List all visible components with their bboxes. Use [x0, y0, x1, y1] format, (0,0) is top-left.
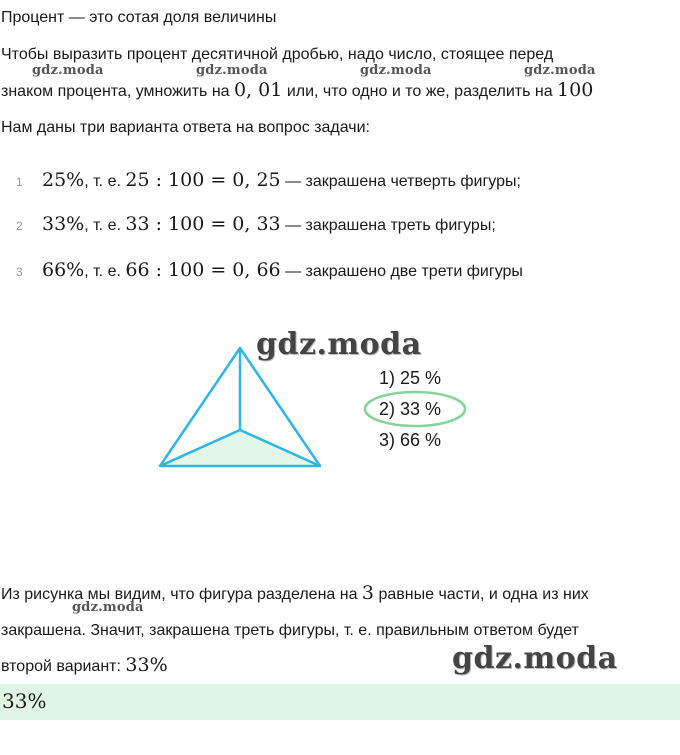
- selection-circle: [363, 390, 467, 428]
- rule-text: знаком процента, умножить на: [1, 83, 235, 100]
- list-item: [16, 170, 521, 192]
- option-description: — закрашено две трети фигуры: [280, 263, 523, 280]
- option-expression: 66 : 100 = 0, 66: [125, 259, 281, 281]
- option-percent: 33%: [42, 213, 85, 235]
- conclusion-line-3: [1, 655, 168, 677]
- rule-line-2: [1, 80, 593, 102]
- option-te: , т. е.: [84, 263, 126, 280]
- conclusion-text: второй вариант:: [1, 658, 126, 675]
- figure-choice-1: 1) 25 %: [379, 368, 442, 388]
- answer-box: [0, 684, 680, 720]
- watermark: gdz.moda: [524, 63, 596, 78]
- math-33-percent: 33%: [125, 654, 168, 676]
- intro-text: Нам даны три варианта ответа на вопрос задачи:: [1, 119, 370, 136]
- list-number: 3: [16, 265, 23, 279]
- rule-text: или, что одно и то же, разделить на: [282, 83, 558, 100]
- figure-choice-2: 2) 33 %: [379, 399, 442, 419]
- figure-choice-3: 3) 66 %: [379, 430, 442, 450]
- conclusion-text: Из рисунка мы видим, что фигура разделена на: [1, 586, 362, 603]
- watermark: gdz.moda: [32, 63, 104, 78]
- section-heading: Процент — это сотая доля величины: [1, 9, 277, 26]
- option-te: , т. е.: [84, 217, 126, 234]
- list-item: [16, 260, 523, 282]
- shaded-region: [160, 430, 320, 466]
- watermark: gdz.moda: [72, 600, 144, 615]
- option-description: — закрашена треть фигуры;: [280, 217, 496, 234]
- answer-value: 33%: [2, 689, 47, 713]
- math-100: 100: [557, 79, 594, 101]
- option-expression: 25 : 100 = 0, 25: [125, 169, 281, 191]
- option-te: , т. е.: [84, 173, 126, 190]
- option-percent: 66%: [42, 259, 85, 281]
- option-description: — закрашена четверть фигуры;: [280, 173, 521, 190]
- math-0-01: 0, 01: [234, 79, 283, 101]
- list-item: [16, 214, 496, 236]
- conclusion-text: равные части, и одна из них: [374, 586, 589, 603]
- option-percent: 25%: [42, 169, 85, 191]
- list-number: 1: [16, 175, 23, 189]
- watermark-large: gdz.moda: [256, 327, 422, 362]
- math-3: 3: [361, 582, 375, 604]
- watermark-large: gdz.moda: [452, 641, 618, 676]
- watermark: gdz.moda: [196, 63, 268, 78]
- watermark: gdz.moda: [360, 63, 432, 78]
- option-expression: 33 : 100 = 0, 33: [125, 213, 281, 235]
- rule-line-1: Чтобы выразить процент десятичной дробью, надо число, стоящее перед: [1, 46, 554, 63]
- conclusion-line-2: закрашена. Значит, закрашена треть фигуры, т. е. правильным ответом будет: [1, 622, 579, 639]
- list-number: 2: [16, 219, 23, 233]
